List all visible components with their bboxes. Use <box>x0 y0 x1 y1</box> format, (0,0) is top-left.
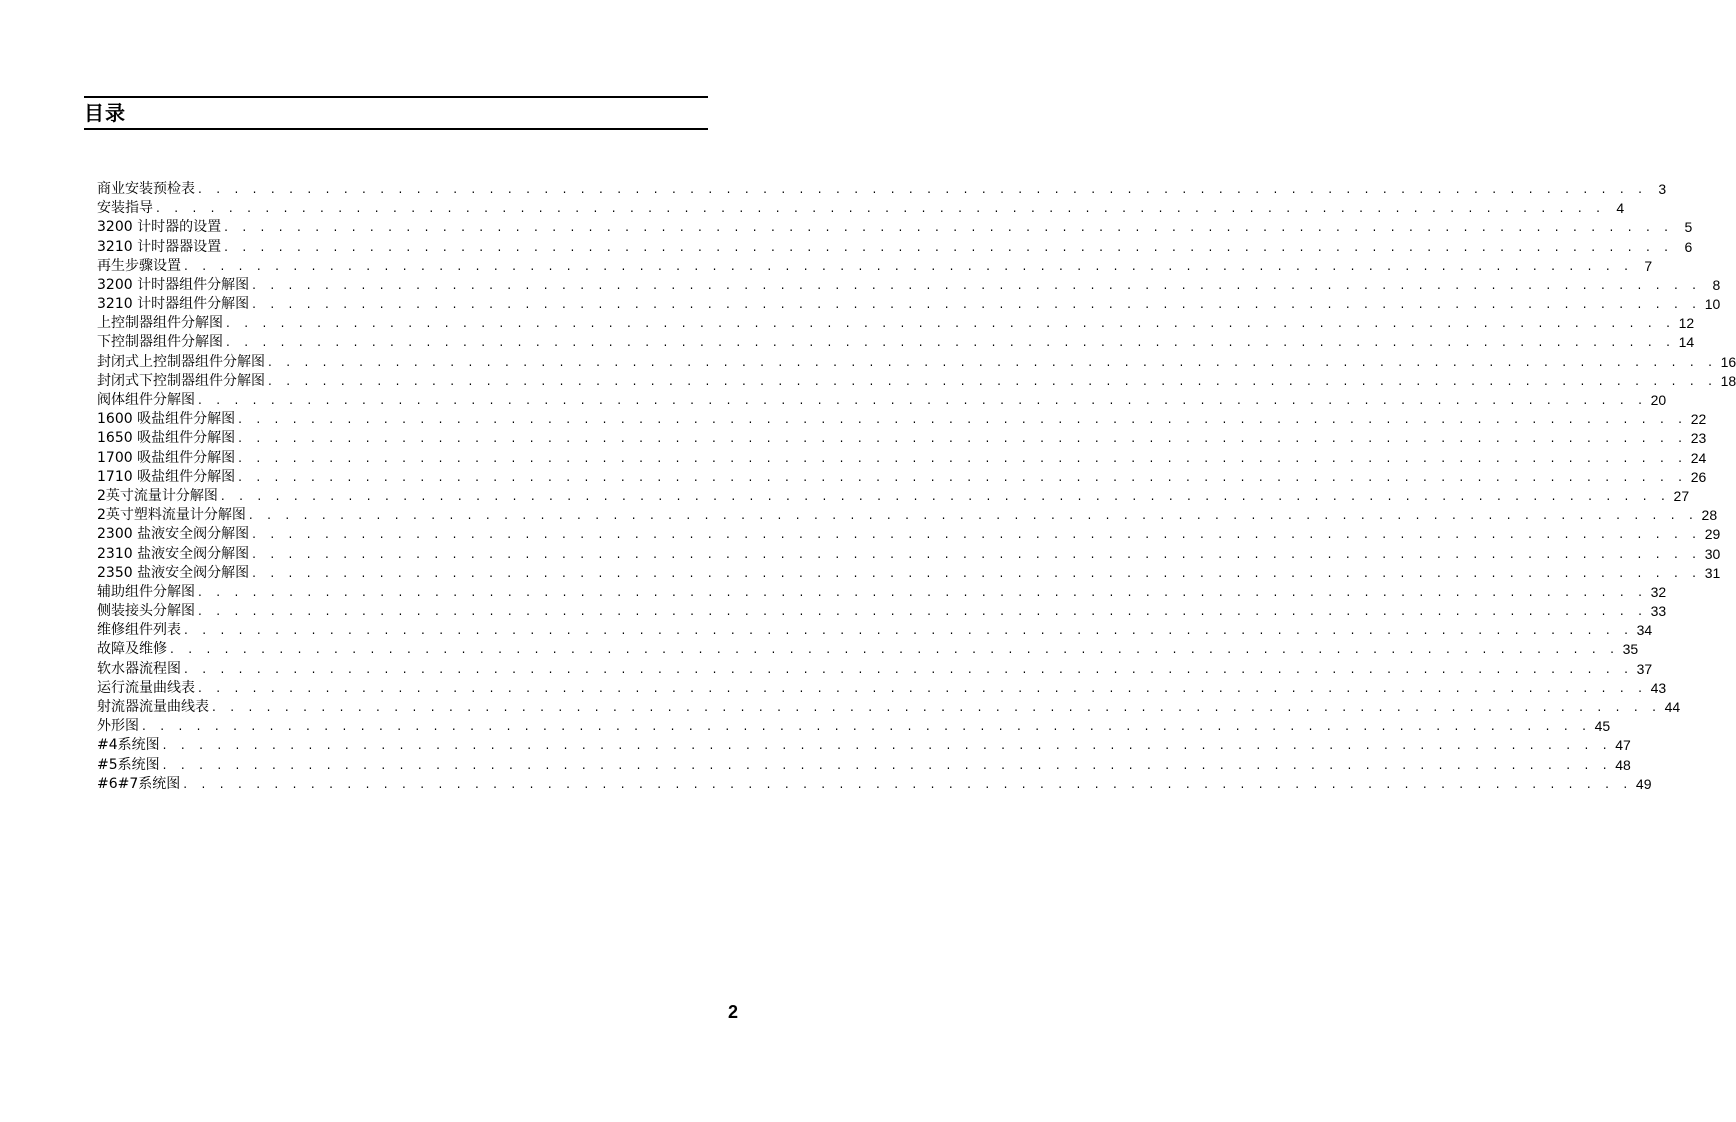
toc-entry-title: 2350 盐液安全阀分解图 <box>97 564 250 581</box>
toc-entry[interactable] <box>97 334 1695 353</box>
toc-dot-leader: . . . . . . . . . . . . . . . . . . . . . . . . . . . . . . . . . . . . . . . . . . . . . . . . . . . . . . . . . . . . . . . . . . . . . . . . . . . . . . . . <box>224 220 1674 235</box>
toc-entry-title: 上控制器组件分解图 <box>97 315 223 332</box>
toc-entry[interactable] <box>97 372 1736 391</box>
toc-entry-title: 1600 吸盐组件分解图 <box>97 411 236 428</box>
toc-entry-page: 6 <box>1684 238 1693 255</box>
toc-entry-title: 维修组件列表 <box>97 622 181 639</box>
toc-dot-leader: . . . . . . . . . . . . . . . . . . . . . . . . . . . . . . . . . . . . . . . . . . . . . . . . . . . . . . . . . . . . . . . . . . . . . . . . . . . . . . . . <box>238 431 1688 446</box>
toc-entry[interactable] <box>97 410 1707 429</box>
toc-entry-title: #5系统图 <box>97 756 160 773</box>
toc-entry[interactable] <box>97 449 1707 468</box>
toc-entry-title: 软水器流程图 <box>97 660 181 677</box>
toc-entry-page: 48 <box>1615 756 1631 773</box>
toc-entry-title: 故障及维修 <box>97 641 167 658</box>
toc-entry-title: 外形图 <box>97 718 139 735</box>
toc-entry[interactable] <box>97 295 1721 314</box>
toc-entry-page: 49 <box>1635 775 1652 792</box>
toc-entry-page: 5 <box>1684 219 1693 236</box>
toc-entry-title: 2英寸塑料流量计分解图 <box>97 507 246 524</box>
toc-entry-title: 安装指导 <box>97 200 153 217</box>
toc-entry[interactable] <box>97 487 1690 506</box>
toc-entry[interactable] <box>97 506 1718 525</box>
toc-entry[interactable] <box>97 468 1707 487</box>
toc-entry[interactable] <box>97 180 1667 199</box>
toc-dot-leader: . . . . . . . . . . . . . . . . . . . . . . . . . . . . . . . . . . . . . . . . . . . . . . . . . . . . . . . . . . . . . . . . . . . . . . . . . . . . . . . . <box>156 201 1606 216</box>
toc-entry-page: 27 <box>1673 487 1690 504</box>
toc-entry-page: 14 <box>1678 334 1695 351</box>
toc-entry-page: 16 <box>1720 353 1736 370</box>
toc-entry-title: 运行流量曲线表 <box>97 679 195 696</box>
toc-entry-title: 射流器流量曲线表 <box>97 699 209 716</box>
toc-entry[interactable] <box>97 679 1667 698</box>
toc-dot-leader: . . . . . . . . . . . . . . . . . . . . . . . . . . . . . . . . . . . . . . . . . . . . . . . . . . . . . . . . . . . . . . . . . . . . . . . . . . . . . . . . <box>184 623 1634 638</box>
toc-entry-page: 22 <box>1690 411 1707 428</box>
toc-dot-leader: . . . . . . . . . . . . . . . . . . . . . . . . . . . . . . . . . . . . . . . . . . . . . . . . . . . . . . . . . . . . . . . . . . . . . . . . . . . . . . . . <box>220 488 1671 503</box>
toc-entry-page: 12 <box>1678 315 1695 332</box>
toc-entry-page: 10 <box>1704 296 1721 313</box>
table-of-contents <box>97 180 1736 794</box>
toc-dot-leader: . . . . . . . . . . . . . . . . . . . . . . . . . . . . . . . . . . . . . . . . . . . . . . . . . . . . . . . . . . . . . . . . . . . . . . . . . . . . . . . . <box>268 373 1718 388</box>
toc-entry-page: 20 <box>1650 392 1667 409</box>
toc-entry[interactable] <box>97 756 1631 775</box>
toc-entry-title: 辅助组件分解图 <box>97 583 195 600</box>
toc-entry[interactable] <box>97 698 1681 717</box>
toc-entry[interactable] <box>97 621 1653 640</box>
toc-entry-title: 3200 计时器组件分解图 <box>97 276 250 293</box>
toc-entry-page: 32 <box>1650 583 1667 600</box>
toc-entry-title: #6#7系统图 <box>97 775 181 792</box>
toc-dot-leader: . . . . . . . . . . . . . . . . . . . . . . . . . . . . . . . . . . . . . . . . . . . . . . . . . . . . . . . . . . . . . . . . . . . . . . . . . . . . . . . . <box>198 393 1648 408</box>
toc-entry-title: 2英寸流量计分解图 <box>97 487 218 504</box>
toc-entry-page: 3 <box>1658 180 1667 197</box>
toc-entry-page: 23 <box>1690 430 1707 447</box>
toc-entry[interactable] <box>97 238 1693 257</box>
toc-entry[interactable] <box>97 257 1653 276</box>
toc-entry[interactable] <box>97 391 1667 410</box>
toc-entry-page: 18 <box>1720 372 1736 389</box>
toc-dot-leader: . . . . . . . . . . . . . . . . . . . . . . . . . . . . . . . . . . . . . . . . . . . . . . . . . . . . . . . . . . . . . . . . . . . . . . . . . . . . . . . . <box>198 680 1648 695</box>
toc-entry-page: 24 <box>1690 449 1707 466</box>
toc-entry-page: 4 <box>1616 200 1625 217</box>
toc-dot-leader: . . . . . . . . . . . . . . . . . . . . . . . . . . . . . . . . . . . . . . . . . . . . . . . . . . . . . . . . . . . . . . . . . . . . . . . . . . . . . . . . <box>212 700 1662 715</box>
toc-entry-title: 1650 吸盐组件分解图 <box>97 430 236 447</box>
toc-entry-title: 再生步骤设置 <box>97 257 181 274</box>
toc-entry-title: 2310 盐液安全阀分解图 <box>97 545 250 562</box>
toc-entry-title: 2300 盐液安全阀分解图 <box>97 526 250 543</box>
toc-dot-leader: . . . . . . . . . . . . . . . . . . . . . . . . . . . . . . . . . . . . . . . . . . . . . . . . . . . . . . . . . . . . . . . . . . . . . . . . . . . . . . . . <box>198 584 1648 599</box>
toc-dot-leader: . . . . . . . . . . . . . . . . . . . . . . . . . . . . . . . . . . . . . . . . . . . . . . . . . . . . . . . . . . . . . . . . . . . . . . . . . . . . . . . . <box>184 258 1634 273</box>
toc-dot-leader: . . . . . . . . . . . . . . . . . . . . . . . . . . . . . . . . . . . . . . . . . . . . . . . . . . . . . . . . . . . . . . . . . . . . . . . . . . . . . . . . <box>252 297 1702 312</box>
toc-entry[interactable] <box>97 429 1707 448</box>
toc-entry-title: 3200 计时器的设置 <box>97 219 222 236</box>
toc-entry-title: 封闭式下控制器组件分解图 <box>97 372 265 389</box>
toc-entry-page: 8 <box>1712 276 1721 293</box>
toc-dot-leader: . . . . . . . . . . . . . . . . . . . . . . . . . . . . . . . . . . . . . . . . . . . . . . . . . . . . . . . . . . . . . . . . . . . . . . . . . . . . . . . . <box>252 277 1702 292</box>
toc-dot-leader: . . . . . . . . . . . . . . . . . . . . . . . . . . . . . . . . . . . . . . . . . . . . . . . . . . . . . . . . . . . . . . . . . . . . . . . . . . . . . . . . <box>268 354 1718 369</box>
toc-dot-leader: . . . . . . . . . . . . . . . . . . . . . . . . . . . . . . . . . . . . . . . . . . . . . . . . . . . . . . . . . . . . . . . . . . . . . . . . . . . . . . . . <box>248 508 1699 523</box>
toc-dot-leader: . . . . . . . . . . . . . . . . . . . . . . . . . . . . . . . . . . . . . . . . . . . . . . . . . . . . . . . . . . . . . . . . . . . . . . . . . . . . . . . . <box>226 316 1676 331</box>
toc-entry[interactable] <box>97 545 1721 564</box>
toc-entry-title: 3210 计时器组件分解图 <box>97 296 250 313</box>
toc-entry-page: 34 <box>1636 622 1653 639</box>
toc-entry-title: 商业安装预检表 <box>97 180 195 197</box>
toc-dot-leader: . . . . . . . . . . . . . . . . . . . . . . . . . . . . . . . . . . . . . . . . . . . . . . . . . . . . . . . . . . . . . . . . . . . . . . . . . . . . . . . . <box>162 757 1612 772</box>
toc-entry-page: 7 <box>1644 257 1653 274</box>
toc-entry-page: 29 <box>1704 526 1721 543</box>
toc-entry[interactable] <box>97 583 1667 602</box>
toc-entry[interactable] <box>97 314 1695 333</box>
toc-dot-leader: . . . . . . . . . . . . . . . . . . . . . . . . . . . . . . . . . . . . . . . . . . . . . . . . . . . . . . . . . . . . . . . . . . . . . . . . . . . . . . . . <box>224 239 1674 254</box>
toc-entry-title: 侧装接头分解图 <box>97 603 195 620</box>
toc-dot-leader: . . . . . . . . . . . . . . . . . . . . . . . . . . . . . . . . . . . . . . . . . . . . . . . . . . . . . . . . . . . . . . . . . . . . . . . . . . . . . . . . <box>252 565 1702 580</box>
toc-entry-title: 阀体组件分解图 <box>97 392 195 409</box>
toc-entry-title: 下控制器组件分解图 <box>97 334 223 351</box>
toc-entry-page: 44 <box>1664 699 1681 716</box>
toc-entry[interactable] <box>97 218 1693 237</box>
toc-dot-leader: . . . . . . . . . . . . . . . . . . . . . . . . . . . . . . . . . . . . . . . . . . . . . . . . . . . . . . . . . . . . . . . . . . . . . . . . . . . . . . . . <box>162 738 1612 753</box>
toc-dot-leader: . . . . . . . . . . . . . . . . . . . . . . . . . . . . . . . . . . . . . . . . . . . . . . . . . . . . . . . . . . . . . . . . . . . . . . . . . . . . . . . . <box>252 527 1702 542</box>
toc-entry-page: 37 <box>1636 660 1653 677</box>
toc-dot-leader: . . . . . . . . . . . . . . . . . . . . . . . . . . . . . . . . . . . . . . . . . . . . . . . . . . . . . . . . . . . . . . . . . . . . . . . . . . . . . . . . <box>142 719 1592 734</box>
toc-entry-page: 47 <box>1615 737 1631 754</box>
toc-dot-leader: . . . . . . . . . . . . . . . . . . . . . . . . . . . . . . . . . . . . . . . . . . . . . . . . . . . . . . . . . . . . . . . . . . . . . . . . . . . . . . . . <box>198 604 1648 619</box>
toc-entry-page: 33 <box>1650 603 1667 620</box>
toc-entry[interactable] <box>97 736 1631 755</box>
toc-entry-page: 26 <box>1690 468 1707 485</box>
toc-entry[interactable] <box>97 641 1639 660</box>
toc-dot-leader: . . . . . . . . . . . . . . . . . . . . . . . . . . . . . . . . . . . . . . . . . . . . . . . . . . . . . . . . . . . . . . . . . . . . . . . . . . . . . . . . <box>226 335 1676 350</box>
toc-entry[interactable] <box>97 602 1667 621</box>
toc-entry-title: #4系统图 <box>97 737 160 754</box>
toc-dot-leader: . . . . . . . . . . . . . . . . . . . . . . . . . . . . . . . . . . . . . . . . . . . . . . . . . . . . . . . . . . . . . . . . . . . . . . . . . . . . . . . . <box>198 181 1648 196</box>
toc-dot-leader: . . . . . . . . . . . . . . . . . . . . . . . . . . . . . . . . . . . . . . . . . . . . . . . . . . . . . . . . . . . . . . . . . . . . . . . . . . . . . . . . <box>252 546 1702 561</box>
toc-entry[interactable] <box>97 564 1721 583</box>
toc-entry-page: 45 <box>1594 718 1611 735</box>
toc-entry[interactable] <box>97 353 1736 372</box>
toc-entry[interactable] <box>97 276 1721 295</box>
toc-entry-title: 3210 计时器器设置 <box>97 238 222 255</box>
page-title: 目录 <box>84 101 126 125</box>
toc-entry[interactable] <box>97 199 1625 218</box>
toc-entry-title: 1700 吸盐组件分解图 <box>97 449 236 466</box>
toc-dot-leader: . . . . . . . . . . . . . . . . . . . . . . . . . . . . . . . . . . . . . . . . . . . . . . . . . . . . . . . . . . . . . . . . . . . . . . . . . . . . . . . . <box>238 469 1688 484</box>
toc-entry-title: 封闭式上控制器组件分解图 <box>97 353 265 370</box>
toc-dot-leader: . . . . . . . . . . . . . . . . . . . . . . . . . . . . . . . . . . . . . . . . . . . . . . . . . . . . . . . . . . . . . . . . . . . . . . . . . . . . . . . . <box>170 642 1620 657</box>
header-top-rule <box>84 96 708 98</box>
toc-entry[interactable] <box>97 660 1653 679</box>
toc-dot-leader: . . . . . . . . . . . . . . . . . . . . . . . . . . . . . . . . . . . . . . . . . . . . . . . . . . . . . . . . . . . . . . . . . . . . . . . . . . . . . . . . <box>183 776 1633 791</box>
page-number: 2 <box>727 1002 738 1022</box>
toc-dot-leader: . . . . . . . . . . . . . . . . . . . . . . . . . . . . . . . . . . . . . . . . . . . . . . . . . . . . . . . . . . . . . . . . . . . . . . . . . . . . . . . . <box>238 412 1688 427</box>
toc-entry-page: 30 <box>1704 545 1721 562</box>
toc-entry-page: 28 <box>1701 507 1718 524</box>
toc-dot-leader: . . . . . . . . . . . . . . . . . . . . . . . . . . . . . . . . . . . . . . . . . . . . . . . . . . . . . . . . . . . . . . . . . . . . . . . . . . . . . . . . <box>184 661 1634 676</box>
toc-entry-page: 35 <box>1622 641 1639 658</box>
toc-dot-leader: . . . . . . . . . . . . . . . . . . . . . . . . . . . . . . . . . . . . . . . . . . . . . . . . . . . . . . . . . . . . . . . . . . . . . . . . . . . . . . . . <box>238 450 1688 465</box>
toc-entry[interactable] <box>97 525 1721 544</box>
toc-entry[interactable] <box>97 717 1611 736</box>
toc-entry-title: 1710 吸盐组件分解图 <box>97 468 236 485</box>
toc-entry-page: 43 <box>1650 679 1667 696</box>
toc-entry-page: 31 <box>1704 564 1721 581</box>
header-bottom-rule <box>84 128 708 130</box>
toc-entry[interactable] <box>97 775 1652 794</box>
